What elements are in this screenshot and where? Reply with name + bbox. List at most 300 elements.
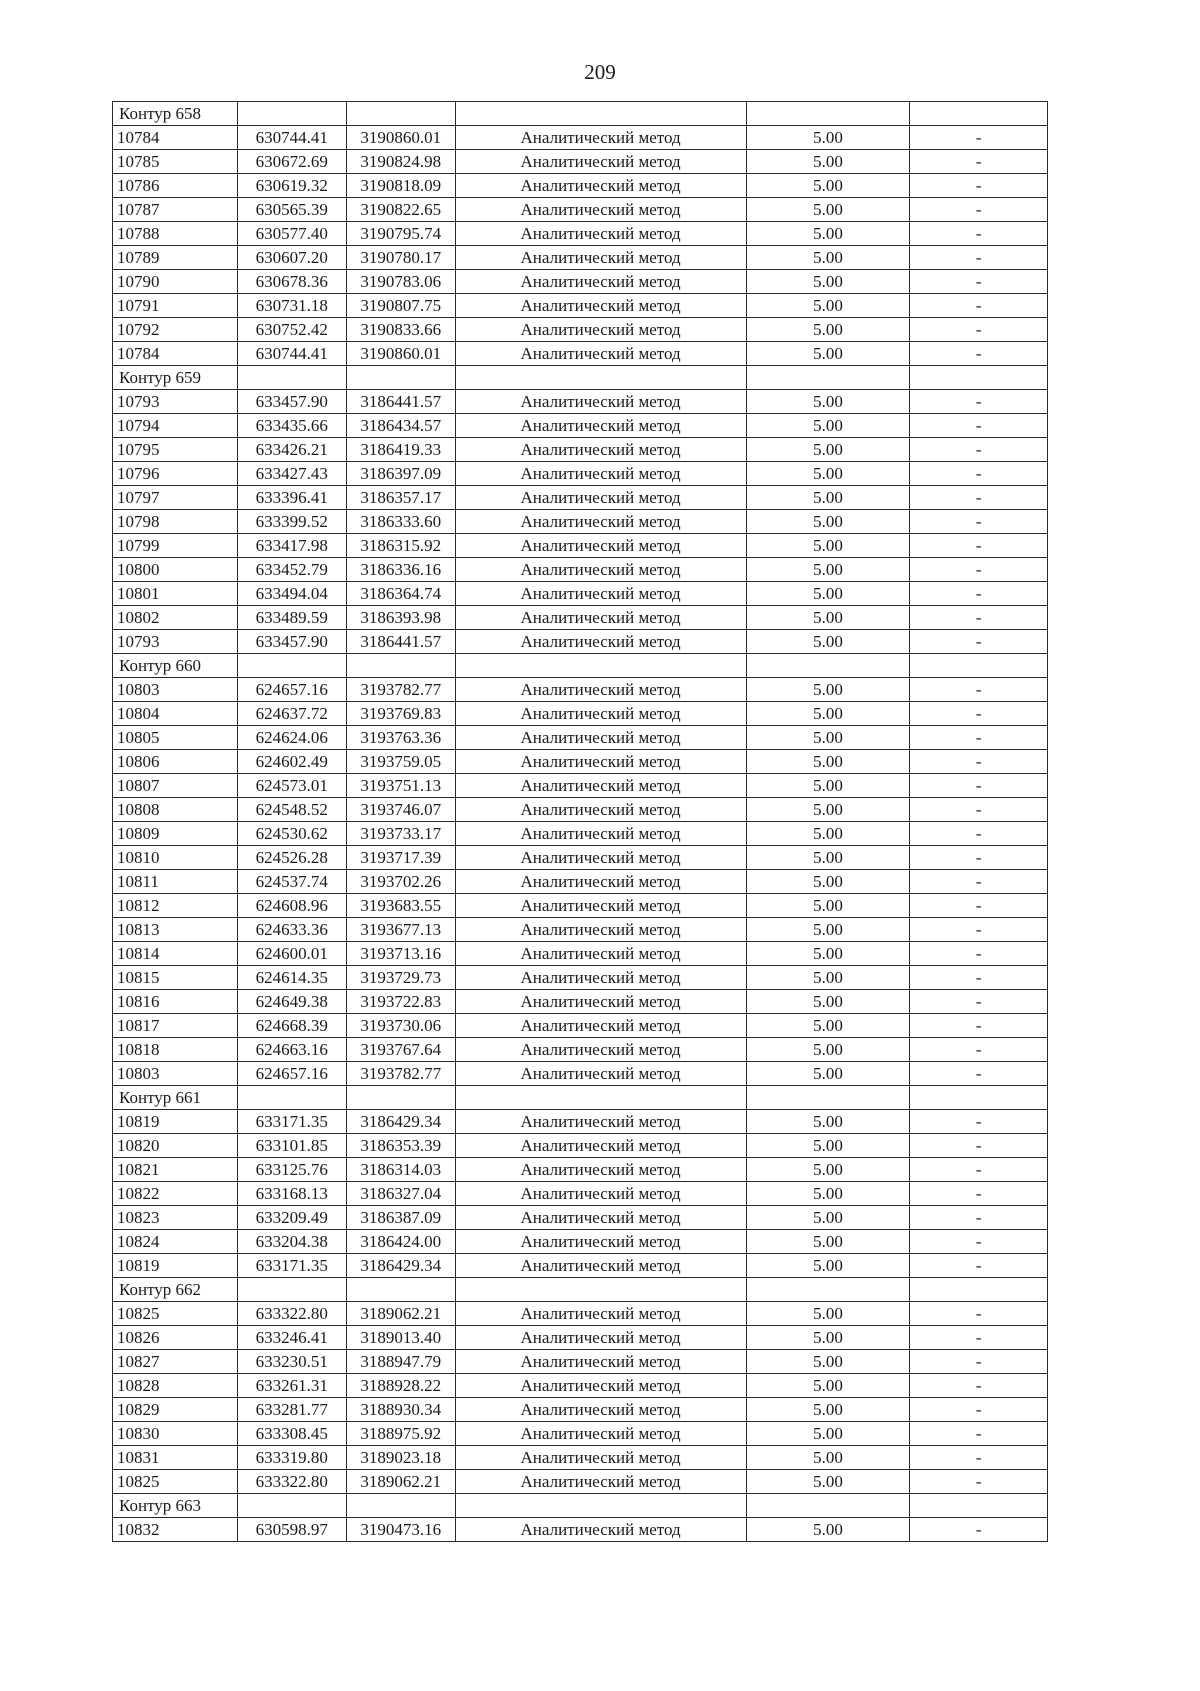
- method-cell: Аналитический метод: [455, 1350, 746, 1374]
- extra-cell: -: [910, 222, 1048, 246]
- accuracy-cell: 5.00: [746, 918, 910, 942]
- accuracy-cell: 5.00: [746, 846, 910, 870]
- table-row: [113, 1374, 1048, 1398]
- point-number-cell: 10790: [113, 270, 238, 294]
- table-row: [113, 462, 1048, 486]
- method-cell: Аналитический метод: [455, 486, 746, 510]
- empty-cell: [746, 1086, 910, 1110]
- y-coordinate-cell: 3186315.92: [346, 534, 455, 558]
- extra-cell: -: [910, 1206, 1048, 1230]
- method-cell: Аналитический метод: [455, 870, 746, 894]
- point-number-cell: 10801: [113, 582, 238, 606]
- table-row: [113, 1350, 1048, 1374]
- x-coordinate-cell: 630607.20: [237, 246, 346, 270]
- table-row: [113, 990, 1048, 1014]
- accuracy-cell: 5.00: [746, 438, 910, 462]
- y-coordinate-cell: 3190818.09: [346, 174, 455, 198]
- y-coordinate-cell: 3186387.09: [346, 1206, 455, 1230]
- empty-cell: [910, 366, 1048, 390]
- extra-cell: -: [910, 630, 1048, 654]
- table-row: [113, 1422, 1048, 1446]
- table-row: [113, 318, 1048, 342]
- table-row: [113, 918, 1048, 942]
- table-row: [113, 750, 1048, 774]
- method-cell: Аналитический метод: [455, 1014, 746, 1038]
- extra-cell: -: [910, 606, 1048, 630]
- x-coordinate-cell: 633457.90: [237, 390, 346, 414]
- y-coordinate-cell: 3193746.07: [346, 798, 455, 822]
- extra-cell: -: [910, 1422, 1048, 1446]
- empty-cell: [746, 102, 910, 126]
- x-coordinate-cell: 624637.72: [237, 702, 346, 726]
- x-coordinate-cell: 630678.36: [237, 270, 346, 294]
- extra-cell: -: [910, 1110, 1048, 1134]
- point-number-cell: 10785: [113, 150, 238, 174]
- y-coordinate-cell: 3186441.57: [346, 630, 455, 654]
- empty-cell: [455, 1278, 746, 1302]
- y-coordinate-cell: 3193759.05: [346, 750, 455, 774]
- y-coordinate-cell: 3186441.57: [346, 390, 455, 414]
- x-coordinate-cell: 624600.01: [237, 942, 346, 966]
- empty-cell: [346, 654, 455, 678]
- point-number-cell: 10793: [113, 630, 238, 654]
- method-cell: Аналитический метод: [455, 174, 746, 198]
- extra-cell: -: [910, 870, 1048, 894]
- point-number-cell: 10798: [113, 510, 238, 534]
- y-coordinate-cell: 3193730.06: [346, 1014, 455, 1038]
- point-number-cell: 10825: [113, 1470, 238, 1494]
- accuracy-cell: 5.00: [746, 606, 910, 630]
- x-coordinate-cell: 630577.40: [237, 222, 346, 246]
- extra-cell: -: [910, 1398, 1048, 1422]
- x-coordinate-cell: 624657.16: [237, 1062, 346, 1086]
- point-number-cell: 10805: [113, 726, 238, 750]
- y-coordinate-cell: 3193729.73: [346, 966, 455, 990]
- point-number-cell: 10832: [113, 1518, 238, 1542]
- point-number-cell: 10803: [113, 1062, 238, 1086]
- accuracy-cell: 5.00: [746, 198, 910, 222]
- y-coordinate-cell: 3190824.98: [346, 150, 455, 174]
- x-coordinate-cell: 624668.39: [237, 1014, 346, 1038]
- x-coordinate-cell: 624530.62: [237, 822, 346, 846]
- y-coordinate-cell: 3186434.57: [346, 414, 455, 438]
- extra-cell: -: [910, 438, 1048, 462]
- point-number-cell: 10786: [113, 174, 238, 198]
- accuracy-cell: 5.00: [746, 510, 910, 534]
- extra-cell: -: [910, 486, 1048, 510]
- point-number-cell: 10795: [113, 438, 238, 462]
- table-row: [113, 486, 1048, 510]
- method-cell: Аналитический метод: [455, 1182, 746, 1206]
- accuracy-cell: 5.00: [746, 1398, 910, 1422]
- x-coordinate-cell: 624614.35: [237, 966, 346, 990]
- method-cell: Аналитический метод: [455, 1326, 746, 1350]
- y-coordinate-cell: 3193751.13: [346, 774, 455, 798]
- accuracy-cell: 5.00: [746, 966, 910, 990]
- table-row: [113, 126, 1048, 150]
- point-number-cell: 10819: [113, 1254, 238, 1278]
- y-coordinate-cell: 3193782.77: [346, 1062, 455, 1086]
- accuracy-cell: 5.00: [746, 414, 910, 438]
- method-cell: Аналитический метод: [455, 918, 746, 942]
- point-number-cell: 10807: [113, 774, 238, 798]
- method-cell: Аналитический метод: [455, 1302, 746, 1326]
- x-coordinate-cell: 624649.38: [237, 990, 346, 1014]
- empty-cell: [346, 1494, 455, 1518]
- method-cell: Аналитический метод: [455, 294, 746, 318]
- x-coordinate-cell: 633246.41: [237, 1326, 346, 1350]
- table-row: [113, 702, 1048, 726]
- method-cell: Аналитический метод: [455, 1206, 746, 1230]
- point-number-cell: 10813: [113, 918, 238, 942]
- accuracy-cell: 5.00: [746, 942, 910, 966]
- point-number-cell: 10810: [113, 846, 238, 870]
- extra-cell: -: [910, 558, 1048, 582]
- y-coordinate-cell: 3189062.21: [346, 1302, 455, 1326]
- point-number-cell: 10789: [113, 246, 238, 270]
- table-row: [113, 942, 1048, 966]
- x-coordinate-cell: 630731.18: [237, 294, 346, 318]
- extra-cell: -: [910, 726, 1048, 750]
- y-coordinate-cell: 3188975.92: [346, 1422, 455, 1446]
- empty-cell: [910, 654, 1048, 678]
- contour-header-row: [113, 1086, 1048, 1110]
- accuracy-cell: 5.00: [746, 1182, 910, 1206]
- extra-cell: -: [910, 342, 1048, 366]
- accuracy-cell: 5.00: [746, 1374, 910, 1398]
- table-row: [113, 150, 1048, 174]
- table-row: [113, 1302, 1048, 1326]
- method-cell: Аналитический метод: [455, 246, 746, 270]
- point-number-cell: 10816: [113, 990, 238, 1014]
- method-cell: Аналитический метод: [455, 1062, 746, 1086]
- table-row: [113, 270, 1048, 294]
- accuracy-cell: 5.00: [746, 1014, 910, 1038]
- method-cell: Аналитический метод: [455, 606, 746, 630]
- extra-cell: -: [910, 318, 1048, 342]
- extra-cell: -: [910, 1326, 1048, 1350]
- table-row: [113, 1230, 1048, 1254]
- point-number-cell: 10825: [113, 1302, 238, 1326]
- method-cell: Аналитический метод: [455, 726, 746, 750]
- accuracy-cell: 5.00: [746, 774, 910, 798]
- contour-label: Контур 660: [113, 654, 238, 678]
- accuracy-cell: 5.00: [746, 1038, 910, 1062]
- extra-cell: -: [910, 246, 1048, 270]
- extra-cell: -: [910, 582, 1048, 606]
- method-cell: Аналитический метод: [455, 1518, 746, 1542]
- x-coordinate-cell: 633230.51: [237, 1350, 346, 1374]
- accuracy-cell: 5.00: [746, 990, 910, 1014]
- table-row: [113, 438, 1048, 462]
- contour-header-row: [113, 102, 1048, 126]
- table-row: [113, 222, 1048, 246]
- extra-cell: -: [910, 1350, 1048, 1374]
- point-number-cell: 10829: [113, 1398, 238, 1422]
- x-coordinate-cell: 624657.16: [237, 678, 346, 702]
- method-cell: Аналитический метод: [455, 1230, 746, 1254]
- contour-header-row: [113, 654, 1048, 678]
- accuracy-cell: 5.00: [746, 1254, 910, 1278]
- extra-cell: -: [910, 1254, 1048, 1278]
- point-number-cell: 10815: [113, 966, 238, 990]
- extra-cell: -: [910, 918, 1048, 942]
- method-cell: Аналитический метод: [455, 774, 746, 798]
- table-row: [113, 606, 1048, 630]
- y-coordinate-cell: 3186424.00: [346, 1230, 455, 1254]
- point-number-cell: 10809: [113, 822, 238, 846]
- point-number-cell: 10797: [113, 486, 238, 510]
- empty-cell: [237, 366, 346, 390]
- extra-cell: -: [910, 462, 1048, 486]
- x-coordinate-cell: 633417.98: [237, 534, 346, 558]
- extra-cell: -: [910, 390, 1048, 414]
- accuracy-cell: 5.00: [746, 1230, 910, 1254]
- x-coordinate-cell: 633426.21: [237, 438, 346, 462]
- point-number-cell: 10784: [113, 126, 238, 150]
- point-number-cell: 10820: [113, 1134, 238, 1158]
- y-coordinate-cell: 3190780.17: [346, 246, 455, 270]
- y-coordinate-cell: 3190822.65: [346, 198, 455, 222]
- coordinates-table: [112, 101, 1048, 1542]
- method-cell: Аналитический метод: [455, 966, 746, 990]
- accuracy-cell: 5.00: [746, 678, 910, 702]
- table-row: [113, 1134, 1048, 1158]
- extra-cell: -: [910, 174, 1048, 198]
- point-number-cell: 10826: [113, 1326, 238, 1350]
- accuracy-cell: 5.00: [746, 1302, 910, 1326]
- point-number-cell: 10818: [113, 1038, 238, 1062]
- method-cell: Аналитический метод: [455, 270, 746, 294]
- point-number-cell: 10793: [113, 390, 238, 414]
- point-number-cell: 10823: [113, 1206, 238, 1230]
- accuracy-cell: 5.00: [746, 390, 910, 414]
- x-coordinate-cell: 633171.35: [237, 1110, 346, 1134]
- table-row: [113, 726, 1048, 750]
- extra-cell: -: [910, 1302, 1048, 1326]
- table-row: [113, 870, 1048, 894]
- empty-cell: [455, 1494, 746, 1518]
- accuracy-cell: 5.00: [746, 150, 910, 174]
- point-number-cell: 10811: [113, 870, 238, 894]
- contour-label: Контур 662: [113, 1278, 238, 1302]
- point-number-cell: 10827: [113, 1350, 238, 1374]
- x-coordinate-cell: 630752.42: [237, 318, 346, 342]
- method-cell: Аналитический метод: [455, 1470, 746, 1494]
- x-coordinate-cell: 624633.36: [237, 918, 346, 942]
- method-cell: Аналитический метод: [455, 390, 746, 414]
- empty-cell: [346, 102, 455, 126]
- accuracy-cell: 5.00: [746, 486, 910, 510]
- x-coordinate-cell: 624608.96: [237, 894, 346, 918]
- extra-cell: -: [910, 798, 1048, 822]
- x-coordinate-cell: 633457.90: [237, 630, 346, 654]
- x-coordinate-cell: 633396.41: [237, 486, 346, 510]
- method-cell: Аналитический метод: [455, 150, 746, 174]
- point-number-cell: 10804: [113, 702, 238, 726]
- extra-cell: -: [910, 150, 1048, 174]
- point-number-cell: 10828: [113, 1374, 238, 1398]
- accuracy-cell: 5.00: [746, 1134, 910, 1158]
- table-row: [113, 1110, 1048, 1134]
- y-coordinate-cell: 3186364.74: [346, 582, 455, 606]
- y-coordinate-cell: 3188930.34: [346, 1398, 455, 1422]
- empty-cell: [237, 1494, 346, 1518]
- point-number-cell: 10791: [113, 294, 238, 318]
- table-row: [113, 294, 1048, 318]
- y-coordinate-cell: 3190807.75: [346, 294, 455, 318]
- accuracy-cell: 5.00: [746, 318, 910, 342]
- y-coordinate-cell: 3186393.98: [346, 606, 455, 630]
- extra-cell: -: [910, 942, 1048, 966]
- y-coordinate-cell: 3188947.79: [346, 1350, 455, 1374]
- y-coordinate-cell: 3193677.13: [346, 918, 455, 942]
- empty-cell: [455, 366, 746, 390]
- method-cell: Аналитический метод: [455, 1254, 746, 1278]
- table-row: [113, 390, 1048, 414]
- x-coordinate-cell: 633308.45: [237, 1422, 346, 1446]
- method-cell: Аналитический метод: [455, 846, 746, 870]
- point-number-cell: 10799: [113, 534, 238, 558]
- extra-cell: -: [910, 198, 1048, 222]
- point-number-cell: 10794: [113, 414, 238, 438]
- accuracy-cell: 5.00: [746, 174, 910, 198]
- method-cell: Аналитический метод: [455, 462, 746, 486]
- method-cell: Аналитический метод: [455, 126, 746, 150]
- method-cell: Аналитический метод: [455, 342, 746, 366]
- contour-label: Контур 663: [113, 1494, 238, 1518]
- accuracy-cell: 5.00: [746, 726, 910, 750]
- extra-cell: -: [910, 750, 1048, 774]
- empty-cell: [746, 654, 910, 678]
- accuracy-cell: 5.00: [746, 1326, 910, 1350]
- extra-cell: -: [910, 774, 1048, 798]
- contour-label: Контур 661: [113, 1086, 238, 1110]
- x-coordinate-cell: 633399.52: [237, 510, 346, 534]
- method-cell: Аналитический метод: [455, 198, 746, 222]
- empty-cell: [455, 1086, 746, 1110]
- point-number-cell: 10806: [113, 750, 238, 774]
- x-coordinate-cell: 624602.49: [237, 750, 346, 774]
- table-row: [113, 1038, 1048, 1062]
- contour-header-row: [113, 1494, 1048, 1518]
- table-row: [113, 174, 1048, 198]
- method-cell: Аналитический метод: [455, 1134, 746, 1158]
- table-row: [113, 1398, 1048, 1422]
- point-number-cell: 10800: [113, 558, 238, 582]
- point-number-cell: 10830: [113, 1422, 238, 1446]
- table-row: [113, 1014, 1048, 1038]
- extra-cell: -: [910, 894, 1048, 918]
- extra-cell: -: [910, 702, 1048, 726]
- table-row: [113, 1470, 1048, 1494]
- contour-label: Контур 659: [113, 366, 238, 390]
- empty-cell: [237, 654, 346, 678]
- extra-cell: -: [910, 1038, 1048, 1062]
- y-coordinate-cell: 3186419.33: [346, 438, 455, 462]
- x-coordinate-cell: 624548.52: [237, 798, 346, 822]
- point-number-cell: 10787: [113, 198, 238, 222]
- y-coordinate-cell: 3186327.04: [346, 1182, 455, 1206]
- accuracy-cell: 5.00: [746, 1446, 910, 1470]
- method-cell: Аналитический метод: [455, 438, 746, 462]
- table-row: [113, 846, 1048, 870]
- y-coordinate-cell: 3190473.16: [346, 1518, 455, 1542]
- method-cell: Аналитический метод: [455, 1398, 746, 1422]
- y-coordinate-cell: 3193767.64: [346, 1038, 455, 1062]
- accuracy-cell: 5.00: [746, 1062, 910, 1086]
- y-coordinate-cell: 3186336.16: [346, 558, 455, 582]
- table-row: [113, 894, 1048, 918]
- y-coordinate-cell: 3190783.06: [346, 270, 455, 294]
- x-coordinate-cell: 633427.43: [237, 462, 346, 486]
- empty-cell: [237, 1278, 346, 1302]
- y-coordinate-cell: 3193769.83: [346, 702, 455, 726]
- y-coordinate-cell: 3186429.34: [346, 1110, 455, 1134]
- extra-cell: -: [910, 534, 1048, 558]
- method-cell: Аналитический метод: [455, 534, 746, 558]
- empty-cell: [910, 1086, 1048, 1110]
- extra-cell: -: [910, 966, 1048, 990]
- x-coordinate-cell: 633489.59: [237, 606, 346, 630]
- extra-cell: -: [910, 1374, 1048, 1398]
- accuracy-cell: 5.00: [746, 1422, 910, 1446]
- x-coordinate-cell: 630598.97: [237, 1518, 346, 1542]
- method-cell: Аналитический метод: [455, 678, 746, 702]
- point-number-cell: 10821: [113, 1158, 238, 1182]
- x-coordinate-cell: 633204.38: [237, 1230, 346, 1254]
- point-number-cell: 10788: [113, 222, 238, 246]
- x-coordinate-cell: 633281.77: [237, 1398, 346, 1422]
- y-coordinate-cell: 3189062.21: [346, 1470, 455, 1494]
- extra-cell: -: [910, 270, 1048, 294]
- table-row: [113, 1254, 1048, 1278]
- extra-cell: -: [910, 1014, 1048, 1038]
- table-row: [113, 1158, 1048, 1182]
- table-row: [113, 1206, 1048, 1230]
- table-row: [113, 1182, 1048, 1206]
- accuracy-cell: 5.00: [746, 582, 910, 606]
- table-row: [113, 558, 1048, 582]
- point-number-cell: 10796: [113, 462, 238, 486]
- table-row: [113, 1518, 1048, 1542]
- y-coordinate-cell: 3193702.26: [346, 870, 455, 894]
- x-coordinate-cell: 633322.80: [237, 1470, 346, 1494]
- extra-cell: -: [910, 126, 1048, 150]
- method-cell: Аналитический метод: [455, 822, 746, 846]
- table-row: [113, 510, 1048, 534]
- accuracy-cell: 5.00: [746, 1110, 910, 1134]
- empty-cell: [455, 102, 746, 126]
- method-cell: Аналитический метод: [455, 558, 746, 582]
- extra-cell: -: [910, 414, 1048, 438]
- accuracy-cell: 5.00: [746, 798, 910, 822]
- accuracy-cell: 5.00: [746, 822, 910, 846]
- extra-cell: -: [910, 678, 1048, 702]
- extra-cell: -: [910, 846, 1048, 870]
- y-coordinate-cell: 3193763.36: [346, 726, 455, 750]
- x-coordinate-cell: 633452.79: [237, 558, 346, 582]
- y-coordinate-cell: 3190860.01: [346, 126, 455, 150]
- extra-cell: -: [910, 822, 1048, 846]
- table-row: [113, 822, 1048, 846]
- accuracy-cell: 5.00: [746, 702, 910, 726]
- accuracy-cell: 5.00: [746, 558, 910, 582]
- table-row: [113, 630, 1048, 654]
- empty-cell: [910, 1494, 1048, 1518]
- x-coordinate-cell: 633322.80: [237, 1302, 346, 1326]
- point-number-cell: 10817: [113, 1014, 238, 1038]
